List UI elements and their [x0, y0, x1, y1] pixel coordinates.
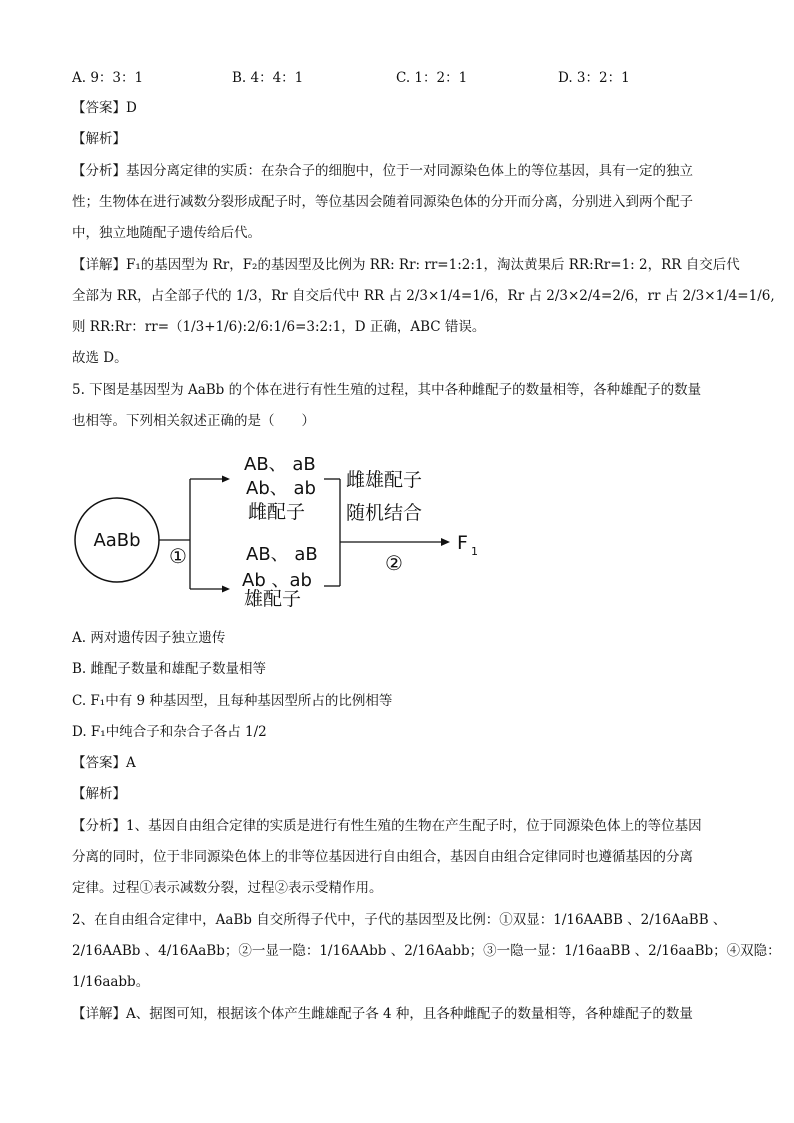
combine-label-line-2: 随机结合	[346, 502, 423, 524]
q5-analysis-line: 【分析】1、基因自由组合定律的实质是进行有性生殖的生物在产生配子时，位于同源染色体上的等位基因	[72, 818, 702, 834]
offspring-label: F	[457, 532, 468, 554]
q4-option-c: C. 1：2：1	[396, 70, 468, 86]
q5-analysis-line: 1/16aabb。	[72, 974, 150, 990]
q5-option-a: A. 两对遗传因子独立遗传	[72, 630, 226, 646]
q4-detail-line: 【详解】F₁的基因型为 Rr，F₂的基因型及比例为 RR: Rr: rr=1:2:1，淘汰黄果后 RR:Rr=1: 2，RR 自交后代	[72, 257, 740, 273]
q4-analysis-heading: 【解析】	[72, 131, 126, 147]
q5-stem-line: 5. 下图是基因型为 AaBb 的个体在进行有性生殖的过程，其中各种雌配子的数量相等，各种雄配子的数量	[72, 382, 702, 398]
q5-analysis-line: 2、在自由组合定律中，AaBb 自交所得子代中，子代的基因型及比例：①双显：1/16AABB 、2/16AaBB 、	[72, 912, 727, 928]
male-gametes-row-1: AB、 aB	[246, 544, 318, 565]
gamete-diagram	[72, 446, 492, 616]
female-gametes-row-1: AB、 aB	[244, 454, 316, 475]
q4-analysis-line: 【分析】基因分离定律的实质：在杂合子的细胞中，位于一对同源染色体上的等位基因，具有一定的独立	[72, 163, 693, 179]
q5-stem-line: 也相等。下列相关叙述正确的是（ ）	[72, 413, 315, 429]
parent-genotype: AaBb	[93, 530, 141, 551]
q5-option-c: C. F₁中有 9 种基因型，且每种基因型所占的比例相等	[72, 693, 393, 709]
q4-conclusion: 故选 D。	[72, 350, 128, 366]
arrowhead-icon	[222, 586, 230, 593]
female-gametes-row-2: Ab、 ab	[246, 478, 316, 499]
q5-answer: 【答案】A	[72, 755, 136, 771]
combine-label-line-1: 雌雄配子	[346, 469, 423, 491]
arrowhead-icon	[222, 476, 230, 483]
arrowhead-icon	[441, 538, 450, 546]
q4-option-b: B. 4：4：1	[232, 70, 304, 86]
male-gametes-label: 雄配子	[244, 588, 302, 610]
q4-analysis-line: 中，独立地随配子遗传给后代。	[72, 225, 261, 241]
q4-option-d: D. 3：2：1	[558, 70, 630, 86]
q4-analysis-line: 性；生物体在进行减数分裂形成配子时，等位基因会随着同源染色体的分开而分离，分别进入到两个配子	[72, 194, 693, 210]
q5-analysis-line: 分离的同时，位于非同源染色体上的非等位基因进行自由组合，基因自由组合定律同时也遵循基因的分离	[72, 849, 693, 865]
step-1-marker: ①	[169, 544, 187, 568]
female-gametes-label: 雌配子	[248, 501, 306, 523]
q5-detail-line: 【详解】A、据图可知，根据该个体产生雌雄配子各 4 种，且各种雌配子的数量相等，各种雄配子的数量	[72, 1006, 693, 1022]
q4-answer: 【答案】D	[72, 100, 137, 116]
step-2-marker: ②	[385, 551, 403, 575]
q4-detail-line: 则 RR:Rr：rr=（1/3+1/6):2/6:1/6=3:2:1，D 正确，ABC 错误。	[72, 319, 486, 335]
q5-analysis-heading: 【解析】	[72, 786, 126, 802]
male-gametes-row-2: Ab 、ab	[242, 570, 312, 591]
q4-option-a: A. 9：3：1	[72, 70, 144, 86]
q4-detail-line: 全部为 RR，占全部子代的 1/3，Rr 自交后代中 RR 占 2/3×1/4=1/6，Rr 占 2/3×2/4=2/6，rr 占 2/3×1/4=1/6,	[72, 288, 775, 304]
q5-analysis-line: 2/16AABb 、4/16AaBb；②一显一隐：1/16AAbb 、2/16Aabb；③一隐一显：1/16aaBB 、2/16aaBb；④双隐：	[72, 943, 781, 959]
q5-option-b: B. 雌配子数量和雄配子数量相等	[72, 661, 267, 677]
q5-analysis-line: 定律。过程①表示减数分裂，过程②表示受精作用。	[72, 880, 383, 896]
offspring-subscript: 1	[471, 545, 478, 558]
q5-option-d: D. F₁中纯合子和杂合子各占 1/2	[72, 724, 267, 740]
